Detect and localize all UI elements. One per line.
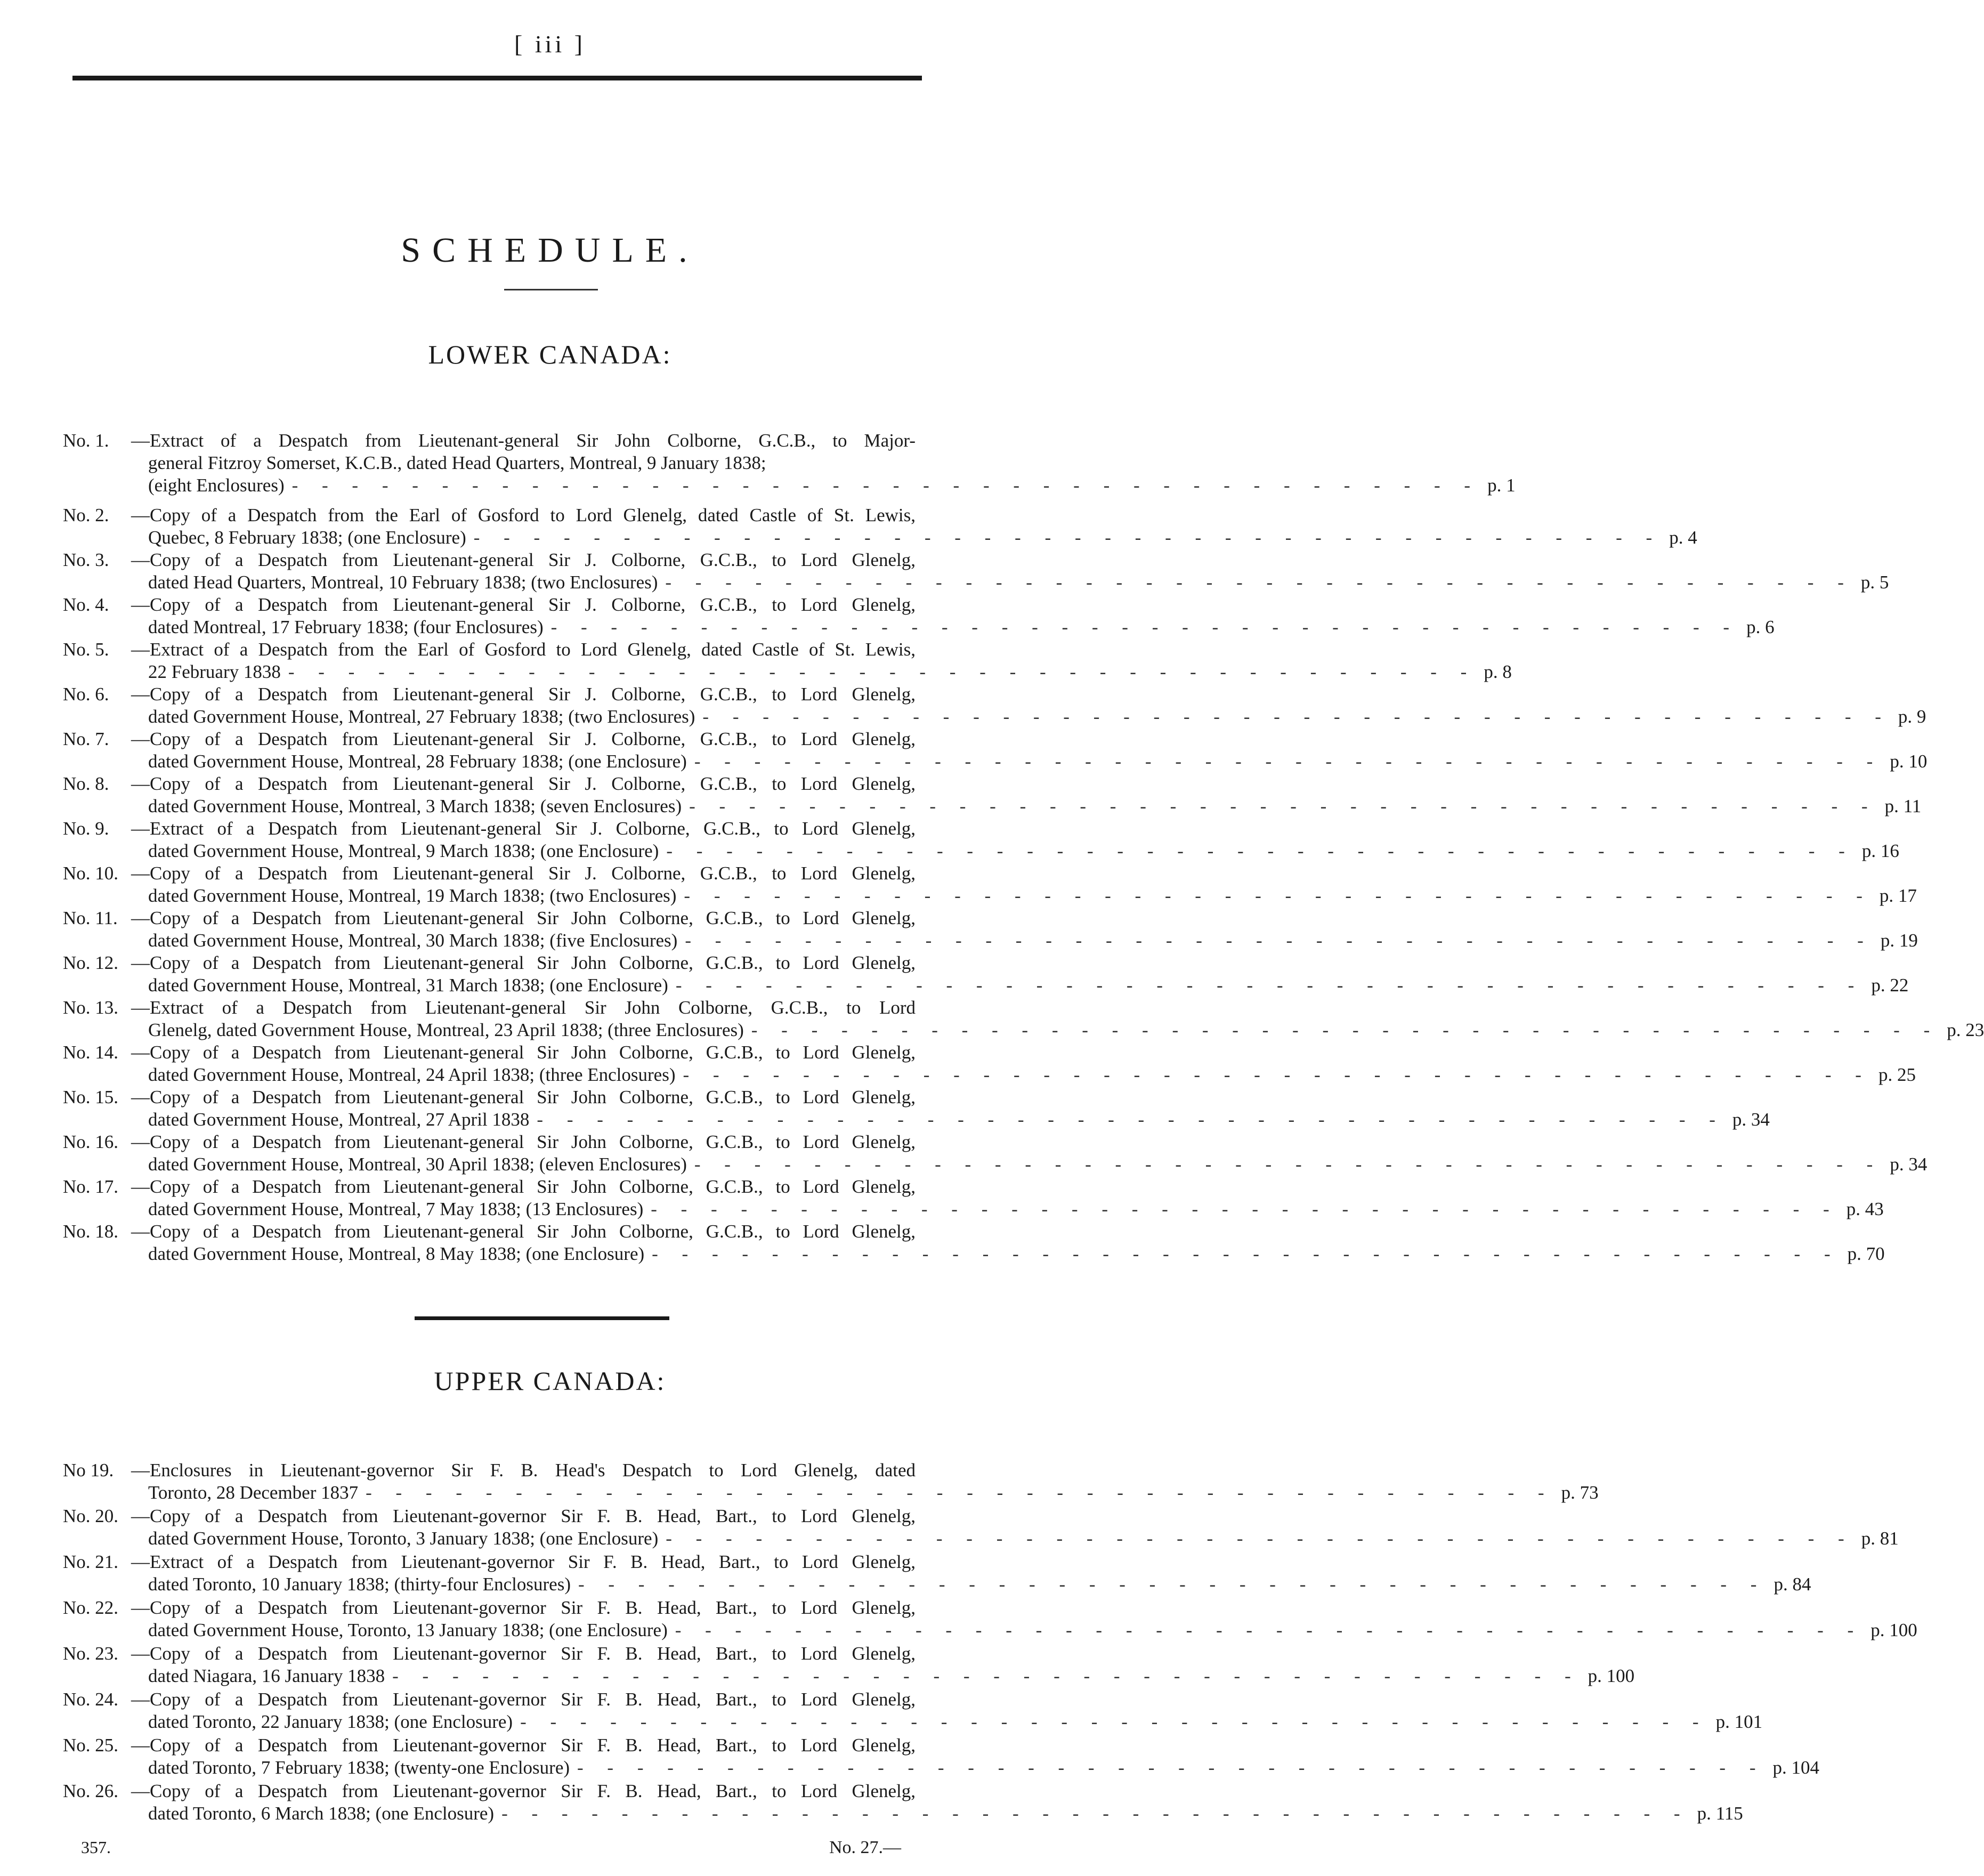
dot-leader: - - - - - - - - - - - - - - - - - - - - - - - - - - - - - - - - - - - - - - - - [537,1109,1725,1130]
entry-title-line: —Copy of a Despatch from Lieutenant-general Sir John Colborne, G.C.B., to Lord Glenelg, [131,908,916,928]
page-reference: p. 43 [1846,1199,1884,1219]
dot-leader: - - - - - - - - - - - - - - - - - - - - - - - - - - - - - - - - - - - - - - - - [675,1620,1864,1640]
entry-title-line: —Copy of a Despatch from Lieutenant-governor Sir F. B. Head, Bart., to Lord Glenelg, [131,1506,916,1526]
dot-leader: - - - - - - - - - - - - - - - - - - - - - - - - - - - - - - - - - - - - - - - - [694,1154,1883,1175]
page-reference: p. 84 [1774,1574,1811,1595]
entry-number: No. 1. [63,430,109,451]
dot-leader: - - - - - - - - - - - - - - - - - - - - - - - - - - - - - - - - - - - - - - - - [689,796,1877,816]
schedule-entry [63,430,1516,497]
entry-detail-line [63,1757,1819,1779]
entry-number: No. 7. [63,729,109,749]
signature-mark: 357. [81,1838,111,1857]
schedule-entry [63,549,1889,594]
entry-detail-text: dated Toronto, 6 March 1838; (one Enclosure) [148,1803,495,1824]
entry-number: No. 20. [63,1506,119,1526]
page-reference: p. 1 [1487,475,1516,496]
entry-number: No. 21. [63,1551,119,1572]
schedule-entry [63,1688,1763,1733]
title-underline [504,289,598,290]
page-reference: p. 73 [1561,1482,1599,1503]
entry-title-line: —Copy of a Despatch from Lieutenant-governor Sir F. B. Head, Bart., to Lord Glenelg, [131,1735,916,1756]
entry-detail-text: dated Government House, Montreal, 24 April 1838; (three Enclosures) [148,1064,676,1085]
entry-detail-text: dated Government House, Montreal, 8 May 1838; (one Enclosure) [148,1243,645,1264]
schedule-entry [63,504,1697,549]
schedule-entry [63,997,1984,1041]
entry-number: No. 2. [63,505,109,525]
entry-detail-line [63,1153,1928,1176]
dot-leader: - - - - - - - - - - - - - - - - - - - - - - - - - - - - - - - - - - - - - - - - [685,930,1873,951]
page-reference: p. 115 [1697,1803,1743,1824]
entry-detail-text: Quebec, 8 February 1838; (one Enclosure) [148,527,466,548]
schedule-entry [63,1780,1743,1825]
entry-number: No. 6. [63,684,109,705]
entry-number: No. 13. [63,997,119,1018]
entry-detail-text: dated Government House, Toronto, 13 January 1838; (one Enclosure) [148,1620,668,1640]
entry-number: No. 12. [63,952,119,973]
entry-title-line: —Copy of a Despatch from Lieutenant-general Sir John Colborne, G.C.B., to Lord Glenelg, [131,1087,916,1107]
page-reference: p. 23 [1947,1020,1984,1040]
entry-title-line: —Extract of a Despatch from Lieutenant-governor Sir F. B. Head, Bart., to Lord Glenelg, [131,1551,916,1572]
schedule-entry [63,683,1926,728]
entry-title-line: —Copy of a Despatch from Lieutenant-general Sir J. Colborne, G.C.B., to Lord Glenelg, [131,594,916,615]
entry-detail-line [63,750,1928,773]
entry-number: No. 9. [63,818,109,839]
entry-number: No. 24. [63,1689,119,1710]
entry-title-line: —Extract of a Despatch from Lieutenant-general Sir John Colborne, G.C.B., to Lord [131,997,916,1018]
entry-number: No. 5. [63,639,109,660]
schedule-entry [63,862,1917,907]
section-divider [415,1316,669,1320]
entry-detail-text: dated Government House, Montreal, 30 March 1838; (five Enclosures) [148,930,678,951]
entry-detail-text: dated Montreal, 17 February 1838; (four Enclosures) [148,617,544,637]
entry-detail-line [63,661,1512,683]
page-reference: p. 70 [1847,1243,1885,1264]
dot-leader: - - - - - - - - - - - - - - - - - - - - - - - - - - - - - - - - - - - - - - - - [751,1020,1940,1040]
page-reference: p. 22 [1871,975,1909,996]
dot-leader: - - - - - - - - - - - - - - - - - - - - - - - - - - - - - - - - - - - - - - - - [473,527,1662,548]
entry-detail-line [63,1482,1599,1504]
catchword: No. 27.— [829,1838,902,1857]
schedule-entry [63,1734,1819,1779]
dot-leader: - - - - - - - - - - - - - - - - - - - - - - - - - - - - - - - - - - - - - - - - [288,661,1477,682]
entry-detail-line [63,1802,1743,1825]
entry-number: No. 4. [63,594,109,615]
entry-title-line: —Extract of a Despatch from Lieutenant-general Sir John Colborne, G.C.B., to Major- [131,430,916,451]
page-reference: p. 6 [1746,617,1775,637]
dot-leader: - - - - - - - - - - - - - - - - - - - - - - - - - - - - - - - - - - - - - - - - [392,1665,1581,1686]
dot-leader: - - - - - - - - - - - - - - - - - - - - - - - - - - - - - - - - - - - - - - - - [291,475,1480,496]
page-reference: p. 104 [1772,1757,1819,1778]
entry-detail-line [63,1243,1885,1265]
page-reference: p. 16 [1861,840,1899,861]
entry-number: No. 11. [63,908,118,928]
entry-title-line: —Copy of a Despatch from Lieutenant-general Sir John Colborne, G.C.B., to Lord Glenelg, [131,1176,916,1197]
schedule-entry [63,1597,1917,1642]
entry-detail-text: dated Toronto, 22 January 1838; (one Enclosure) [148,1711,513,1732]
schedule-entry [63,1459,1599,1504]
entry-title-line: —Copy of a Despatch from Lieutenant-general Sir J. Colborne, G.C.B., to Lord Glenelg, [131,773,916,794]
entry-number: No. 10. [63,863,119,884]
page-reference: p. 8 [1484,661,1512,682]
entry-number: No. 26. [63,1781,119,1801]
entry-detail-line [63,1019,1984,1041]
schedule-entry [63,818,1899,862]
entry-title-line: —Extract of a Despatch from the Earl of Gosford to Lord Glenelg, dated Castle of St. Lewis, [131,639,916,660]
entry-detail-line [63,452,916,474]
section-heading-upper-canada: UPPER CANADA: [434,1366,666,1396]
entry-detail-line [63,1527,1899,1550]
entry-detail-line [63,571,1889,594]
page-reference: p. 19 [1880,930,1918,951]
dot-leader: - - - - - - - - - - - - - - - - - - - - - - - - - - - - - - - - - - - - - - - - [366,1482,1554,1503]
entry-detail-text: Toronto, 28 December 1837 [148,1482,359,1503]
entry-detail-text: dated Head Quarters, Montreal, 10 February 1838; (two Enclosures) [148,572,658,593]
entry-number: No 19. [63,1460,114,1481]
page-reference: p. 34 [1732,1109,1770,1130]
entry-detail-text: dated Government House, Montreal, 31 March 1838; (one Enclosure) [148,975,668,996]
dot-leader: - - - - - - - - - - - - - - - - - - - - - - - - - - - - - - - - - - - - - - - - [501,1803,1690,1824]
entry-detail-line [63,1619,1917,1642]
entry-detail-text: (eight Enclosures) [148,475,285,496]
entry-detail-text: dated Government House, Montreal, 30 April 1838; (eleven Enclosures) [148,1154,687,1175]
entry-detail-text: dated Toronto, 10 January 1838; (thirty-four Enclosures) [148,1574,571,1595]
dot-leader: - - - - - - - - - - - - - - - - - - - - - - - - - - - - - - - - - - - - - - - - [702,706,1891,727]
entry-number: No. 18. [63,1221,119,1242]
entry-detail-text: general Fitzroy Somerset, K.C.B., dated Head Quarters, Montreal, 9 January 1838; [148,452,766,473]
entry-detail-line [63,929,1918,952]
page-title: SCHEDULE. [401,231,699,270]
page-reference: p. 4 [1669,527,1697,548]
entry-detail-line [63,840,1899,862]
entry-detail-text: dated Government House, Toronto, 3 January 1838; (one Enclosure) [148,1528,659,1549]
entry-title-line: —Copy of a Despatch from Lieutenant-governor Sir F. B. Head, Bart., to Lord Glenelg, [131,1597,916,1618]
entry-detail-line [63,706,1926,728]
schedule-entry [63,1643,1635,1687]
entry-detail-line [63,1198,1884,1220]
entry-detail-text: 22 February 1838 [148,661,281,682]
schedule-entry [63,773,1922,818]
dot-leader: - - - - - - - - - - - - - - - - - - - - - - - - - - - - - - - - - - - - - - - - [651,1199,1839,1219]
schedule-entry [63,1041,1916,1086]
schedule-entry [63,1131,1928,1176]
schedule-entry [63,1086,1770,1131]
entry-title-line: —Copy of a Despatch from Lieutenant-governor Sir F. B. Head, Bart., to Lord Glenelg, [131,1643,916,1664]
dot-leader: - - - - - - - - - - - - - - - - - - - - - - - - - - - - - - - - - - - - - - - - [520,1711,1708,1732]
entry-number: No. 14. [63,1042,119,1063]
entry-number: No. 16. [63,1131,119,1152]
entry-detail-text: dated Government House, Montreal, 19 March 1838; (two Enclosures) [148,885,677,906]
page-reference: p. 9 [1898,706,1926,727]
dot-leader: - - - - - - - - - - - - - - - - - - - - - - - - - - - - - - - - - - - - - - - - [578,1574,1767,1595]
dot-leader: - - - - - - - - - - - - - - - - - - - - - - - - - - - - - - - - - - - - - - - - [675,975,1864,996]
entry-detail-text: dated Government House, Montreal, 7 May 1838; (13 Enclosures) [148,1199,644,1219]
entry-title-line: —Copy of a Despatch from Lieutenant-governor Sir F. B. Head, Bart., to Lord Glenelg, [131,1781,916,1801]
entry-title-line: —Copy of a Despatch from Lieutenant-general Sir J. Colborne, G.C.B., to Lord Glenelg, [131,863,916,884]
entry-detail-line [63,616,1775,638]
entry-title-line: —Copy of a Despatch from Lieutenant-general Sir John Colborne, G.C.B., to Lord Glenelg, [131,1221,916,1242]
schedule-entry [63,952,1909,997]
entry-detail-line [63,1711,1763,1733]
page-folio: [ iii ] [514,30,586,58]
page-reference: p. 11 [1884,796,1922,816]
entry-detail-line [63,1064,1916,1086]
entry-detail-line [63,974,1909,997]
dot-leader: - - - - - - - - - - - - - - - - - - - - - - - - - - - - - - - - - - - - - - - - [666,1528,1854,1549]
top-rule [72,76,922,80]
schedule-entry [63,728,1928,773]
entry-detail-text: dated Niagara, 16 January 1838 [148,1665,385,1686]
dot-leader: - - - - - - - - - - - - - - - - - - - - - - - - - - - - - - - - - - - - - - - - [666,840,1855,861]
entry-detail-line [63,1109,1770,1131]
entry-detail-line [63,1665,1635,1687]
entry-detail-line [63,474,1516,497]
entry-number: No. 23. [63,1643,119,1664]
entry-detail-text: dated Government House, Montreal, 9 March 1838; (one Enclosure) [148,840,659,861]
entry-title-line: —Copy of a Despatch from Lieutenant-general Sir J. Colborne, G.C.B., to Lord Glenelg, [131,684,916,705]
entry-title-line: —Copy of a Despatch from Lieutenant-general Sir John Colborne, G.C.B., to Lord Glenelg, [131,952,916,973]
entry-number: No. 25. [63,1735,119,1756]
schedule-entry [63,638,1512,683]
entry-detail-text: Glenelg, dated Government House, Montreal, 23 April 1838; (three Enclosures) [148,1020,744,1040]
entry-detail-line [63,795,1922,818]
page-reference: p. 101 [1715,1711,1763,1732]
page-reference: p. 5 [1860,572,1889,593]
page-reference: p. 81 [1861,1528,1899,1549]
entry-detail-text: dated Government House, Montreal, 3 March 1838; (seven Enclosures) [148,796,682,816]
page-reference: p. 17 [1879,885,1917,906]
schedule-entry [63,594,1775,638]
schedule-entry [63,1505,1899,1550]
dot-leader: - - - - - - - - - - - - - - - - - - - - - - - - - - - - - - - - - - - - - - - - [577,1757,1766,1778]
dot-leader: - - - - - - - - - - - - - - - - - - - - - - - - - - - - - - - - - - - - - - - - [665,572,1853,593]
schedule-entry [63,1220,1885,1265]
entry-title-line: —Copy of a Despatch from Lieutenant-general Sir John Colborne, G.C.B., to Lord Glenelg, [131,1042,916,1063]
entry-title-line: —Copy of a Despatch from Lieutenant-general Sir J. Colborne, G.C.B., to Lord Glenelg, [131,549,916,570]
schedule-entry [63,1551,1811,1596]
section-heading-lower-canada: LOWER CANADA: [428,339,672,369]
page-reference: p. 100 [1870,1620,1917,1640]
entry-number: No. 17. [63,1176,119,1197]
entry-title-line: —Extract of a Despatch from Lieutenant-general Sir J. Colborne, G.C.B., to Lord Glenelg, [131,818,916,839]
schedule-entry [63,1176,1884,1220]
dot-leader: - - - - - - - - - - - - - - - - - - - - - - - - - - - - - - - - - - - - - - - - [694,751,1883,772]
entry-detail-text: dated Toronto, 7 February 1838; (twenty-one Enclosure) [148,1757,570,1778]
entry-number: No. 8. [63,773,109,794]
dot-leader: - - - - - - - - - - - - - - - - - - - - - - - - - - - - - - - - - - - - - - - - [683,1064,1871,1085]
entry-title-line: —Copy of a Despatch from Lieutenant-general Sir John Colborne, G.C.B., to Lord Glenelg, [131,1131,916,1152]
entry-detail-text: dated Government House, Montreal, 27 April 1838 [148,1109,530,1130]
entry-detail-line [63,1573,1811,1596]
entry-number: No. 3. [63,549,109,570]
page-reference: p. 10 [1890,751,1928,772]
entry-title-line: —Copy of a Despatch from Lieutenant-governor Sir F. B. Head, Bart., to Lord Glenelg, [131,1689,916,1710]
entry-number: No. 15. [63,1087,119,1107]
entry-detail-text: dated Government House, Montreal, 28 February 1838; (one Enclosure) [148,751,687,772]
schedule-entry [63,907,1918,952]
entry-title-line: —Copy of a Despatch from the Earl of Gosford to Lord Glenelg, dated Castle of St. Lewis, [131,505,916,525]
page-reference: p. 100 [1588,1665,1635,1686]
entry-title-line: —Copy of a Despatch from Lieutenant-general Sir J. Colborne, G.C.B., to Lord Glenelg, [131,729,916,749]
entry-detail-line [63,885,1917,907]
entry-number: No. 22. [63,1597,119,1618]
dot-leader: - - - - - - - - - - - - - - - - - - - - - - - - - - - - - - - - - - - - - - - - [652,1243,1840,1264]
entry-detail-text: dated Government House, Montreal, 27 February 1838; (two Enclosures) [148,706,695,727]
page-reference: p. 34 [1890,1154,1928,1175]
page-reference: p. 25 [1878,1064,1916,1085]
dot-leader: - - - - - - - - - - - - - - - - - - - - - - - - - - - - - - - - - - - - - - - - [684,885,1872,906]
dot-leader: - - - - - - - - - - - - - - - - - - - - - - - - - - - - - - - - - - - - - - - - [550,617,1739,637]
entry-detail-line [63,527,1697,549]
entry-title-line: —Enclosures in Lieutenant-governor Sir F. B. Head's Despatch to Lord Glenelg, dated [131,1460,916,1481]
